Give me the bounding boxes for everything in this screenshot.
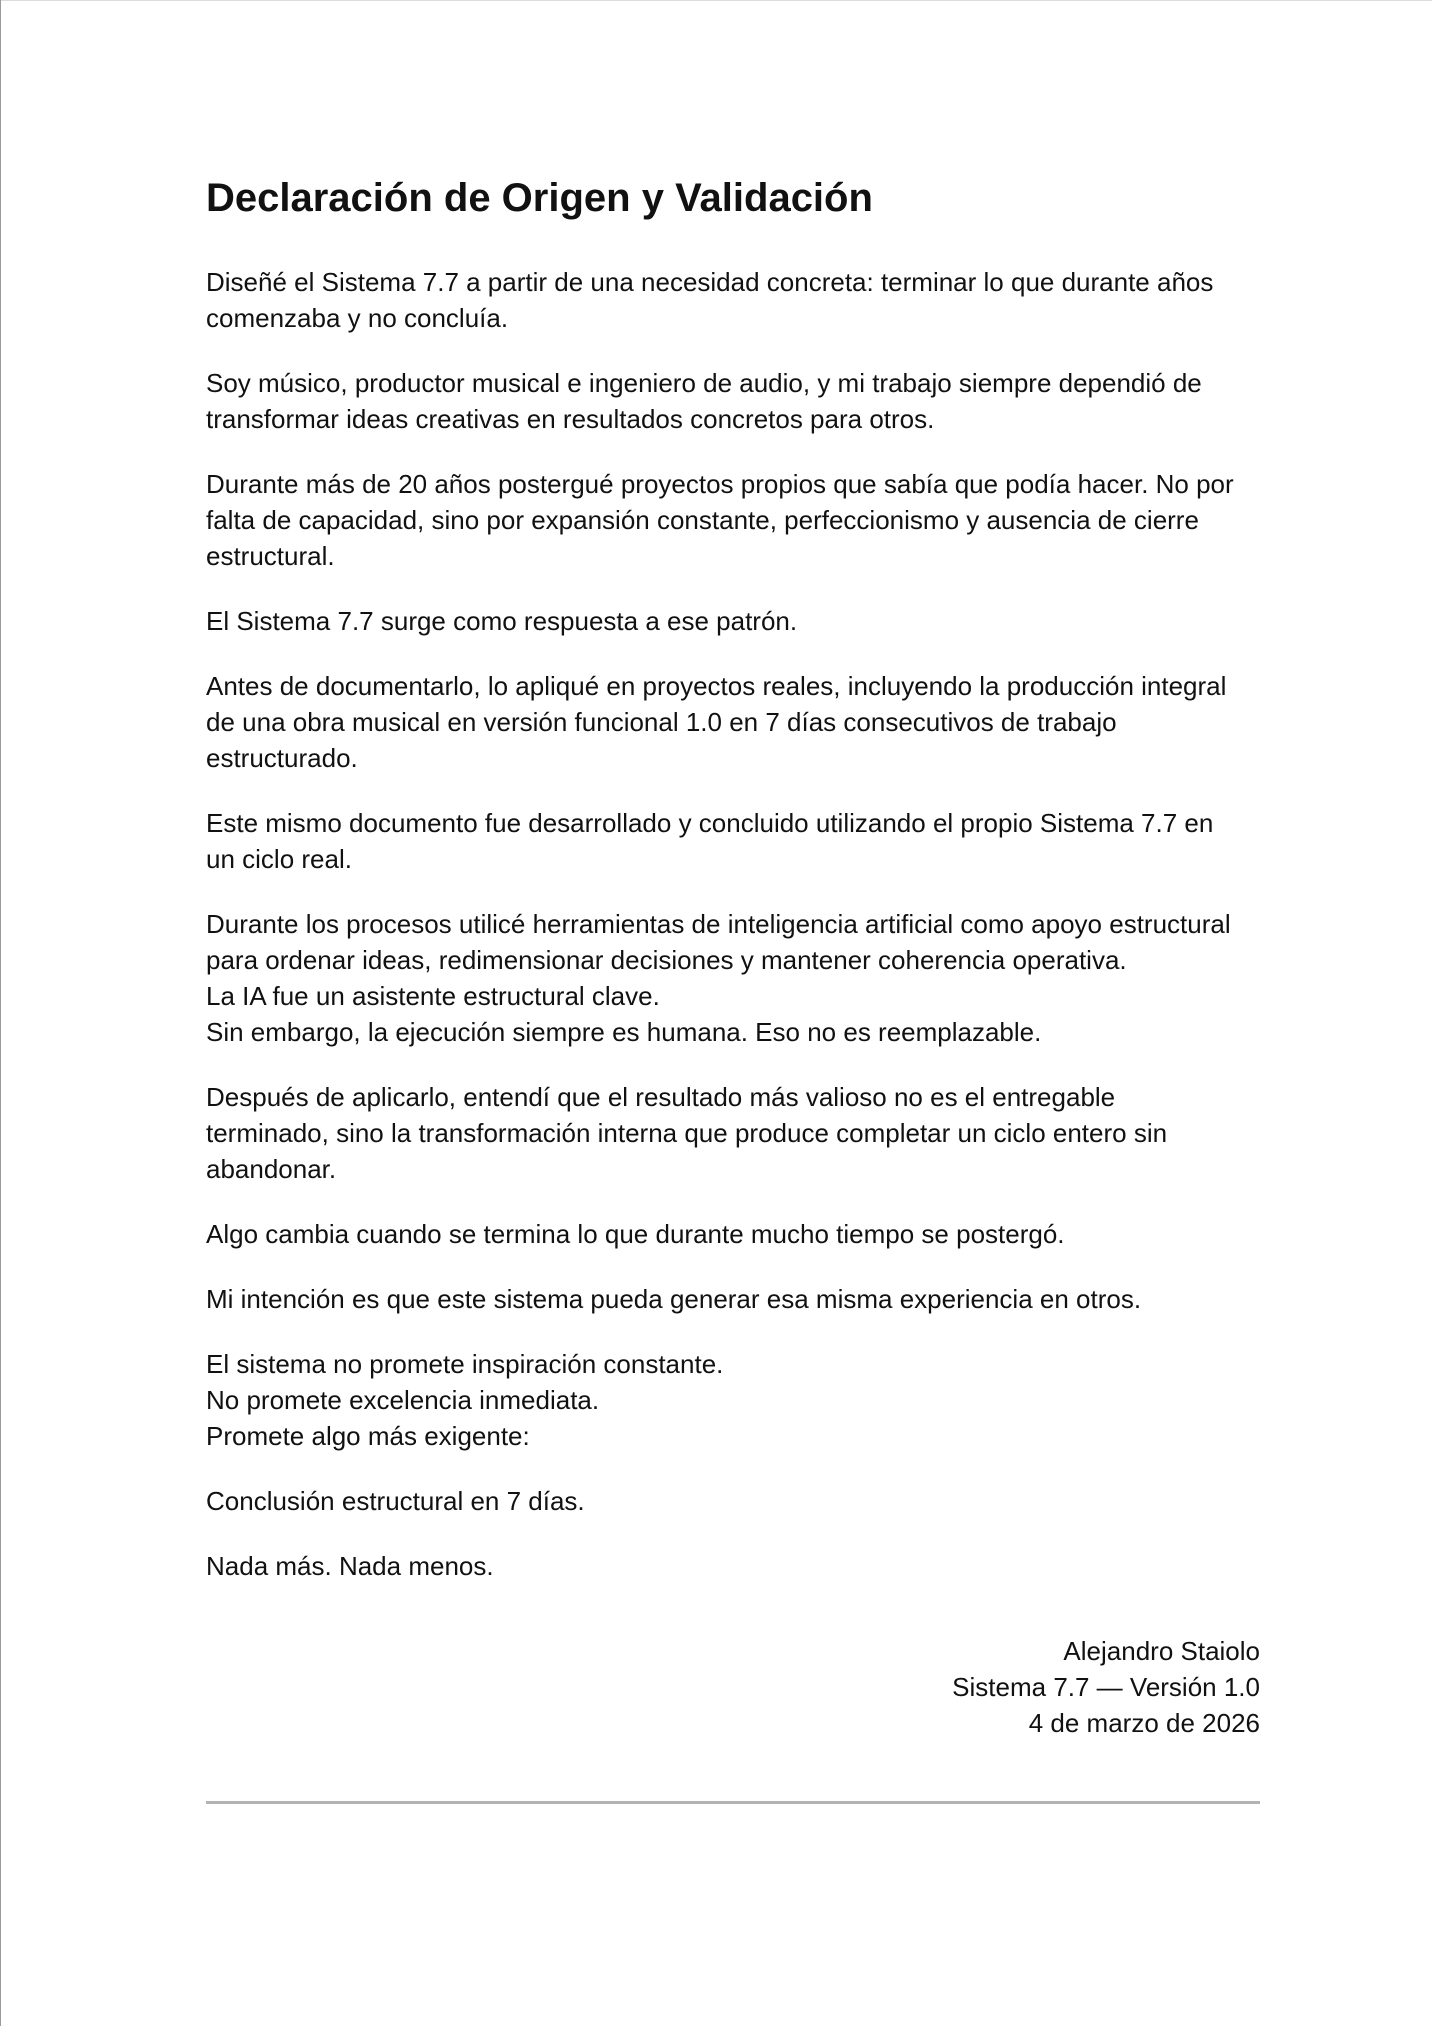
paragraph [206, 805, 1260, 877]
paragraph [206, 1281, 1260, 1317]
paragraph-line: terminado, sino la transformación interna que produce completar un ciclo entero sin [206, 1118, 1168, 1148]
signature-date: 4 de marzo de 2026 [1028, 1708, 1260, 1738]
page-top-edge [0, 0, 1432, 1]
paragraph-line: Algo cambia cuando se termina lo que durante mucho tiempo se postergó. [206, 1219, 1065, 1249]
paragraph [206, 668, 1260, 776]
paragraph [206, 1483, 1260, 1519]
paragraph-line: para ordenar ideas, redimensionar decisiones y mantener coherencia operativa. [206, 945, 1127, 975]
paragraph-line: estructural. [206, 541, 335, 571]
paragraph-line: Nada más. Nada menos. [206, 1551, 494, 1581]
paragraph-list [206, 264, 1260, 1584]
paragraph-line: Promete algo más exigente: [206, 1421, 530, 1451]
paragraph-line: No promete excelencia inmediata. [206, 1385, 600, 1415]
signature-author: Alejandro Staiolo [1063, 1636, 1260, 1666]
signature-block [206, 1633, 1260, 1741]
paragraph [206, 264, 1260, 336]
paragraph-line: Diseñé el Sistema 7.7 a partir de una necesidad concreta: terminar lo que durante años [206, 267, 1214, 297]
paragraph [206, 466, 1260, 574]
paragraph [206, 603, 1260, 639]
paragraph-line: transformar ideas creativas en resultados concretos para otros. [206, 404, 935, 434]
paragraph-line: un ciclo real. [206, 844, 352, 874]
paragraph [206, 1548, 1260, 1584]
paragraph [206, 365, 1260, 437]
document-body [206, 170, 1260, 1804]
paragraph-line: estructurado. [206, 743, 358, 773]
paragraph-line: Después de aplicarlo, entendí que el resultado más valioso no es el entregable [206, 1082, 1116, 1112]
paragraph-line: Durante los procesos utilicé herramientas de inteligencia artificial como apoyo estructural [206, 909, 1231, 939]
paragraph-line: Este mismo documento fue desarrollado y concluido utilizando el propio Sistema 7.7 en [206, 808, 1214, 838]
paragraph-line: Soy músico, productor musical e ingeniero de audio, y mi trabajo siempre dependió de [206, 368, 1202, 398]
paragraph-line: Durante más de 20 años postergué proyectos propios que sabía que podía hacer. No por [206, 469, 1234, 499]
horizontal-divider [206, 1801, 1260, 1804]
document-title: Declaración de Origen y Validación [206, 176, 873, 220]
paragraph-line: Sin embargo, la ejecución siempre es humana. Eso no es reemplazable. [206, 1017, 1042, 1047]
paragraph [206, 1216, 1260, 1252]
paragraph-line: falta de capacidad, sino por expansión constante, perfeccionismo y ausencia de cierre [206, 505, 1199, 535]
paragraph [206, 1346, 1260, 1454]
paragraph-line: abandonar. [206, 1154, 337, 1184]
paragraph-line: La IA fue un asistente estructural clave. [206, 981, 660, 1011]
paragraph-line: El Sistema 7.7 surge como respuesta a ese patrón. [206, 606, 798, 636]
paragraph-line: Mi intención es que este sistema pueda generar esa misma experiencia en otros. [206, 1284, 1142, 1314]
paragraph [206, 1079, 1260, 1187]
paragraph-line: de una obra musical en versión funcional 1.0 en 7 días consecutivos de trabajo [206, 707, 1117, 737]
paragraph-line: El sistema no promete inspiración constante. [206, 1349, 724, 1379]
page-left-edge [0, 0, 1, 2026]
paragraph-line: Conclusión estructural en 7 días. [206, 1486, 585, 1516]
paragraph [206, 906, 1260, 1050]
signature-version: Sistema 7.7 — Versión 1.0 [952, 1672, 1260, 1702]
paragraph-line: comenzaba y no concluía. [206, 303, 509, 333]
paragraph-line: Antes de documentarlo, lo apliqué en proyectos reales, incluyendo la producción integral [206, 671, 1227, 701]
